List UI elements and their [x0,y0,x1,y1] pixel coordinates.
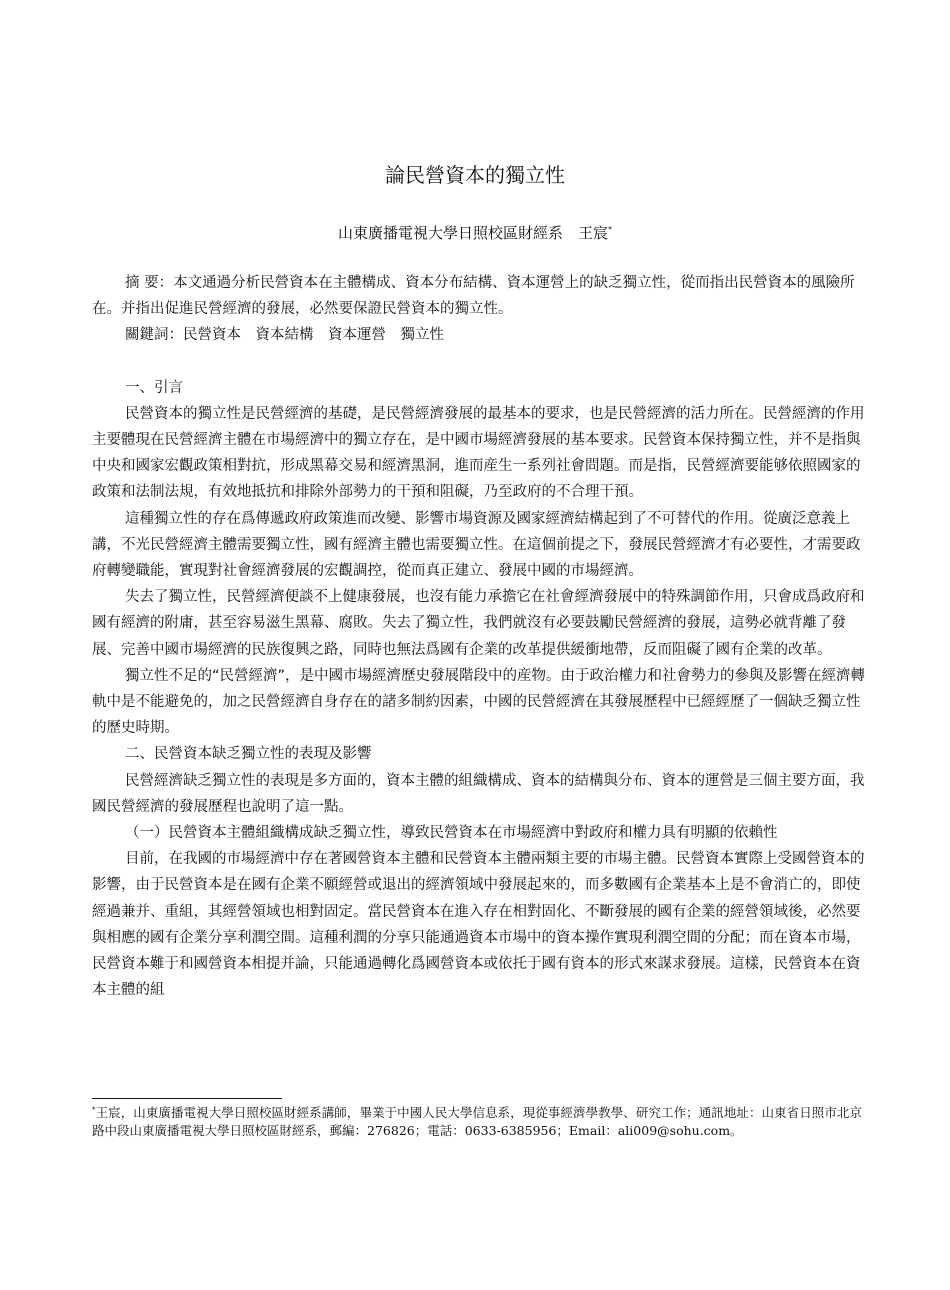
section-heading-manifestations: 二、民營資本缺乏獨立性的表現及影響 [125,746,372,763]
paper-body [92,270,868,1003]
abstract-label: 摘 要： [125,275,174,291]
paragraph: 獨立性不足的“民營經濟”，是中國市場經濟歷史發展階段中的産物。由于政治權力和社會勢力的參與及影響在經濟轉軌中是不能避免的，加之民營經濟自身存在的諸多制約因素，中國的民營經濟在其發展歷程中已經經歷了一個缺乏獨立性的歷史時期。 [92,667,866,737]
paragraph: 失去了獨立性，民營經濟便談不上健康發展，也沒有能力承擔它在社會經濟發展中的特殊調節作用，只會成爲政府和國有經濟的附庸，甚至容易滋生黑幕、腐敗。失去了獨立性，我們就沒有必要鼓勵民營經濟的發展，這勢必就背離了發展、完善中國市場經濟的民族復興之路，同時也無法爲國有企業的改革提供緩衝地帶，反而阻礙了國有企業的改革。 [92,589,865,658]
author-footnote-marker: * [608,225,612,234]
footnote-marker: * [92,1106,96,1114]
paragraph: 民營資本的獨立性是民營經濟的基礎，是民營經濟發展的最基本的要求，也是民營經濟的活力所在。民營經濟的作用主要體現在民營經濟主體在市場經濟中的獨立存在，是中國市場經濟發展的基本要求。民營資本保持獨立性，并不是指與中央和國家宏觀政策相對抗，形成黑幕交易和經濟黑洞，進而産生一系列社會問題。而是指，民營經濟要能够依照國家的政策和法制法規，有效地抵抗和排除外部勢力的干預和阻礙，乃至政府的不合理干預。 [92,405,865,501]
author-line [0,218,950,245]
footnote-text: 王宸，山東廣播電視大學日照校區財經系講師，畢業于中國人民大學信息系，現從事經濟學教學、研究工作；通訊地址：山東省日照市北京路中段山東廣播電視大學日照校區財經系，郵編：276826；電話：0633-6385956；Email：ali009@sohu.com。 [92,1105,862,1138]
footnote [92,1102,862,1139]
paper-title: 論民營資本的獨立性 [385,163,565,187]
footnote-divider [92,1098,282,1099]
abstract-text: 本文通過分析民營資本在主體構成、資本分布結構、資本運營上的缺乏獨立性，從而指出民營資本的風險所在。并指出促進民營經濟的發展，必然要保證民營資本的獨立性。 [92,275,855,318]
paragraph: 目前，在我國的市場經濟中存在著國營資本主體和民營資本主體兩類主要的市場主體。民營資本實際上受國營資本的影響，由于民營資本是在國有企業不願經營或退出的經濟領域中發展起來的，而多數國有企業基本上是不會消亡的，即使經過兼并、重組，其經營領域也相對固定。當民營資本在進入存在相對固化、不斷發展的國有企業的經營領域後，必然要與相應的國有企業分享利潤空間。這種利潤的分享只能通過資本市場中的資本操作實現利潤空間的分配；而在資本市場，民營資本難于和國營資本相提并論，只能通過轉化爲國營資本或依托于國有資本的形式來謀求發展。這樣，民營資本在資本主體的組 [92,851,865,999]
keywords: 關鍵詞：民營資本 資本結構 資本運營 獨立性 [125,327,444,344]
paragraph: 這種獨立性的存在爲傳遞政府政策進而改變、影響市場資源及國家經濟結構起到了不可替代的作用。從廣泛意義上講，不光民營經濟主體需要獨立性，國有經濟主體也需要獨立性。在這個前提之下，發展民營經濟才有必要性，才需要政府轉變職能，實現對社會經濟發展的宏觀調控，從而真正建立、發展中國的市場經濟。 [92,510,861,580]
author-affiliation: 山東廣播電視大學日照校區財經系 王宸 [337,224,608,242]
section-heading-introduction: 一、引言 [125,379,183,396]
abstract [92,270,868,322]
subsection-heading: （一）民營資本主體組織構成缺乏獨立性，導致民營資本在市場經濟中對政府和權力具有明顯的依賴性 [125,825,778,842]
paragraph: 民營經濟缺乏獨立性的表現是多方面的，資本主體的組織構成、資本的結構與分布、資本的運營是三個主要方面，我國民營經濟的發展歷程也說明了這一點。 [92,772,865,815]
